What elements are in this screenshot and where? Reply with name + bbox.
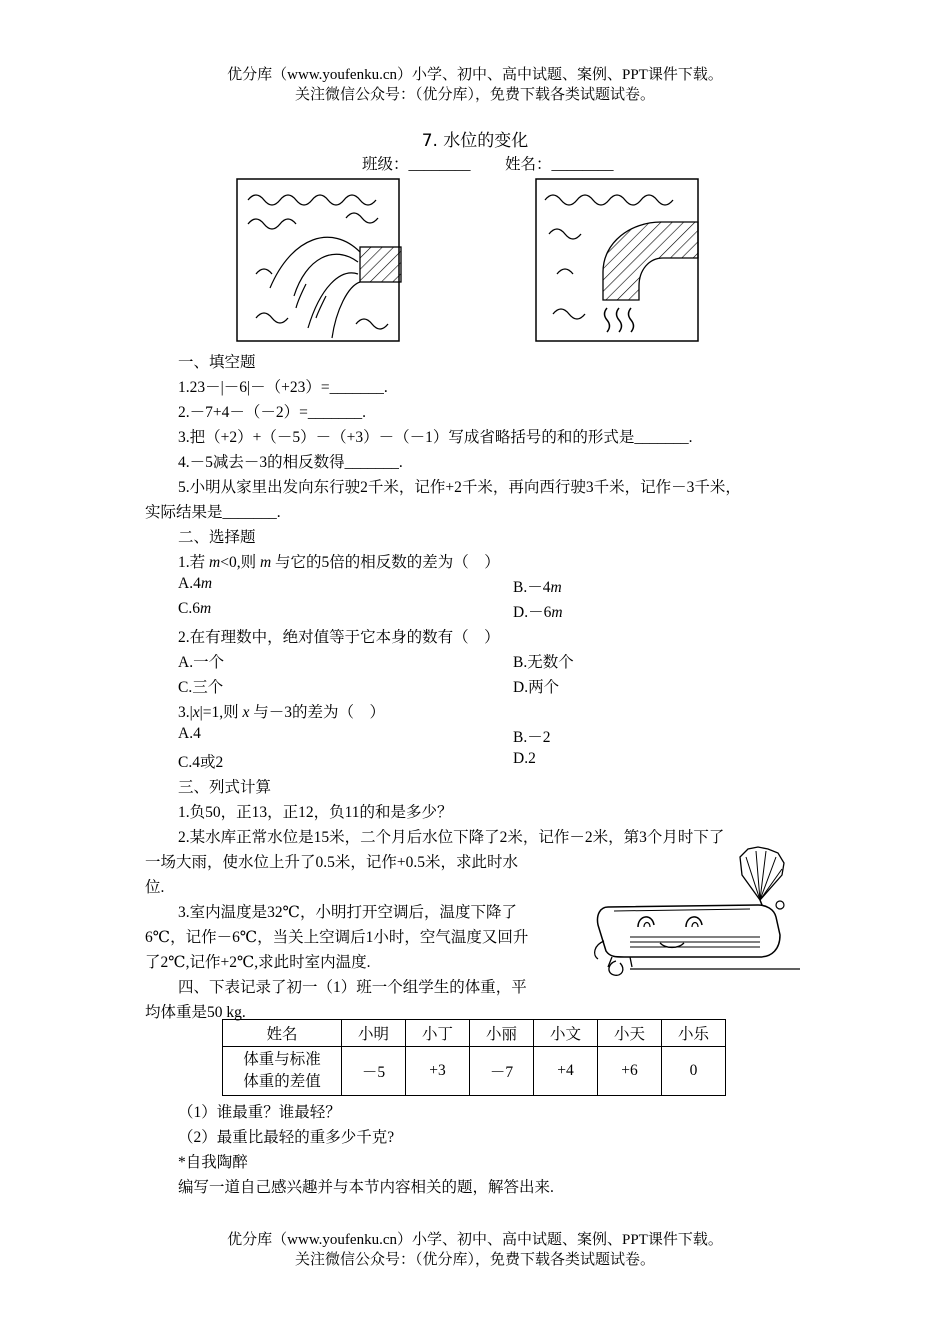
page-title: 7. 水位的变化: [421, 131, 529, 151]
section1-heading: 一、填空题: [178, 354, 256, 371]
table-cell: 小天: [598, 1020, 662, 1047]
class-blank: ________: [408, 156, 471, 173]
section1-q5-line2: 实际结果是_______.: [145, 504, 281, 521]
section2-q1-option-b: [513, 575, 562, 597]
section2-q3-option-d: D.2: [513, 750, 536, 767]
table-cell: －7: [470, 1047, 534, 1096]
name-label: 姓名：: [505, 156, 552, 173]
text: 3.|: [178, 704, 193, 721]
section2-q3: [178, 700, 385, 722]
footer-line-1: 优分库（www.youfenku.cn）小学、初中、高中试题、案例、PPT课件下载。: [227, 1232, 723, 1248]
class-label: 班级：: [362, 156, 409, 173]
section2-q3-option-b: B.－2: [513, 729, 551, 746]
name-header-cell: 姓名: [223, 1020, 342, 1047]
diff-header-line2: 体重的差值: [243, 1073, 321, 1090]
table-cell: 小丁: [406, 1020, 470, 1047]
diff-header-line1: 体重与标准: [243, 1051, 321, 1068]
section2-q2-option-a: A.一个: [178, 654, 225, 671]
section2-q2-option-c: C.三个: [178, 679, 224, 696]
table-cell: +4: [534, 1047, 598, 1096]
header-line-2: 关注微信公众号：（优分库），免费下载各类试题试卷。: [294, 87, 655, 103]
name-field: [505, 152, 614, 174]
section4-sub1: （1）谁最重？谁最轻？: [178, 1104, 341, 1121]
extra-heading: *自我陶醉: [178, 1154, 248, 1171]
name-blank: ________: [551, 156, 614, 173]
var-m: m: [200, 575, 213, 592]
section3-q3-line3: 了2℃,记作+2℃,求此时室内温度.: [145, 954, 371, 971]
section2-q3-option-a: A.4: [178, 725, 201, 742]
var-m: m: [551, 604, 563, 621]
table-cell: 0: [662, 1047, 726, 1096]
var-m: m: [259, 554, 272, 571]
table-cell: 小文: [534, 1020, 598, 1047]
text: |=1,则: [199, 704, 243, 721]
section2-q2-option-b: B.无数个: [513, 654, 574, 671]
section2-q3-option-c: C.4或2: [178, 754, 224, 771]
section2-q1-option-d: [513, 600, 563, 622]
section3-q3-line2: 6℃，记作－6℃，当关上空调后1小时，空气温度又回升: [145, 929, 529, 946]
text: 与它的5倍的相反数的差为（ ）: [271, 554, 500, 571]
var-m: m: [550, 579, 562, 596]
section3-q2-line1: 2.某水库正常水位是15米，二个月后水位下降了2米，记作－2米，第3个月时下了: [178, 829, 725, 846]
section3-q2-line2: 一场大雨，使水位上升了0.5米，记作+0.5米，求此时水: [145, 854, 518, 871]
footer-line-2: 关注微信公众号：（优分库），免费下载各类试题试卷。: [294, 1252, 655, 1268]
text: 与－3的差为（ ）: [249, 704, 386, 721]
table-row: [223, 1047, 726, 1096]
table-cell: 小丽: [470, 1020, 534, 1047]
text: 1.若: [178, 554, 210, 571]
section3-q3-line1: 3.室内温度是32℃，小明打开空调后，温度下降了: [178, 904, 517, 921]
header-line-1: 优分库（www.youfenku.cn）小学、初中、高中试题、案例、PPT课件下载。: [227, 67, 723, 83]
section4-sub2: （2）最重比最轻的重多少千克?: [178, 1129, 395, 1146]
section1-q4: 4.－5减去－3的相反数得_______.: [178, 454, 403, 471]
extra-text: 编写一道自己感兴趣并与本节内容相关的题，解答出来.: [178, 1179, 554, 1196]
table-cell: 小明: [342, 1020, 406, 1047]
table-cell: +6: [598, 1047, 662, 1096]
section3-q2-line3: 位.: [145, 879, 165, 896]
section2-q1-option-a: [178, 575, 212, 593]
text: A.4: [178, 575, 201, 592]
section1-q2: 2.－7+4－（－2）=_______.: [178, 404, 366, 421]
air-conditioner-cartoon: [590, 845, 805, 980]
var-x: x: [192, 704, 200, 721]
table-cell: +3: [406, 1047, 470, 1096]
section2-heading: 二、选择题: [178, 529, 256, 546]
section2-q2: 2.在有理数中，绝对值等于它本身的数有（ ）: [178, 629, 500, 646]
section1-q5-line1: 5.小明从家里出发向东行驶2千米，记作+2千米，再向西行驶3千米，记作－3千米，: [178, 479, 741, 496]
class-field: [362, 152, 471, 174]
water-outflow-illustration: [236, 178, 402, 344]
text: D.－6: [513, 604, 552, 621]
table-cell: 小乐: [662, 1020, 726, 1047]
section4-heading-line1: 四、下表记录了初一（1）班一个组学生的体重，平: [178, 979, 527, 996]
water-inflow-illustration: [535, 178, 701, 344]
var-m: m: [209, 554, 221, 571]
section1-q1: 1.23－|－6|－（+23）=_______.: [178, 379, 388, 396]
table-cell: －5: [342, 1047, 406, 1096]
text: C.6: [178, 600, 200, 617]
text: B.－4: [513, 579, 551, 596]
diff-header-cell: [223, 1047, 342, 1096]
var-x: x: [242, 704, 250, 721]
section3-heading: 三、列式计算: [178, 779, 272, 796]
section2-q2-option-d: D.两个: [513, 679, 560, 696]
table-row: [223, 1020, 726, 1047]
text: <0,则: [220, 554, 260, 571]
section1-q3: 3.把（+2）+（－5）－（+3）－（－1）写成省略括号的和的形式是_______.: [178, 429, 693, 446]
var-m: m: [199, 600, 212, 617]
weight-table: [222, 1019, 726, 1096]
section2-q1: [178, 550, 500, 572]
section3-q1: 1.负50，正13，正12，负11的和是多少？: [178, 804, 453, 821]
section2-q1-option-c: [178, 600, 211, 618]
section4-heading-line2: 均体重是50 kg.: [145, 1004, 246, 1021]
